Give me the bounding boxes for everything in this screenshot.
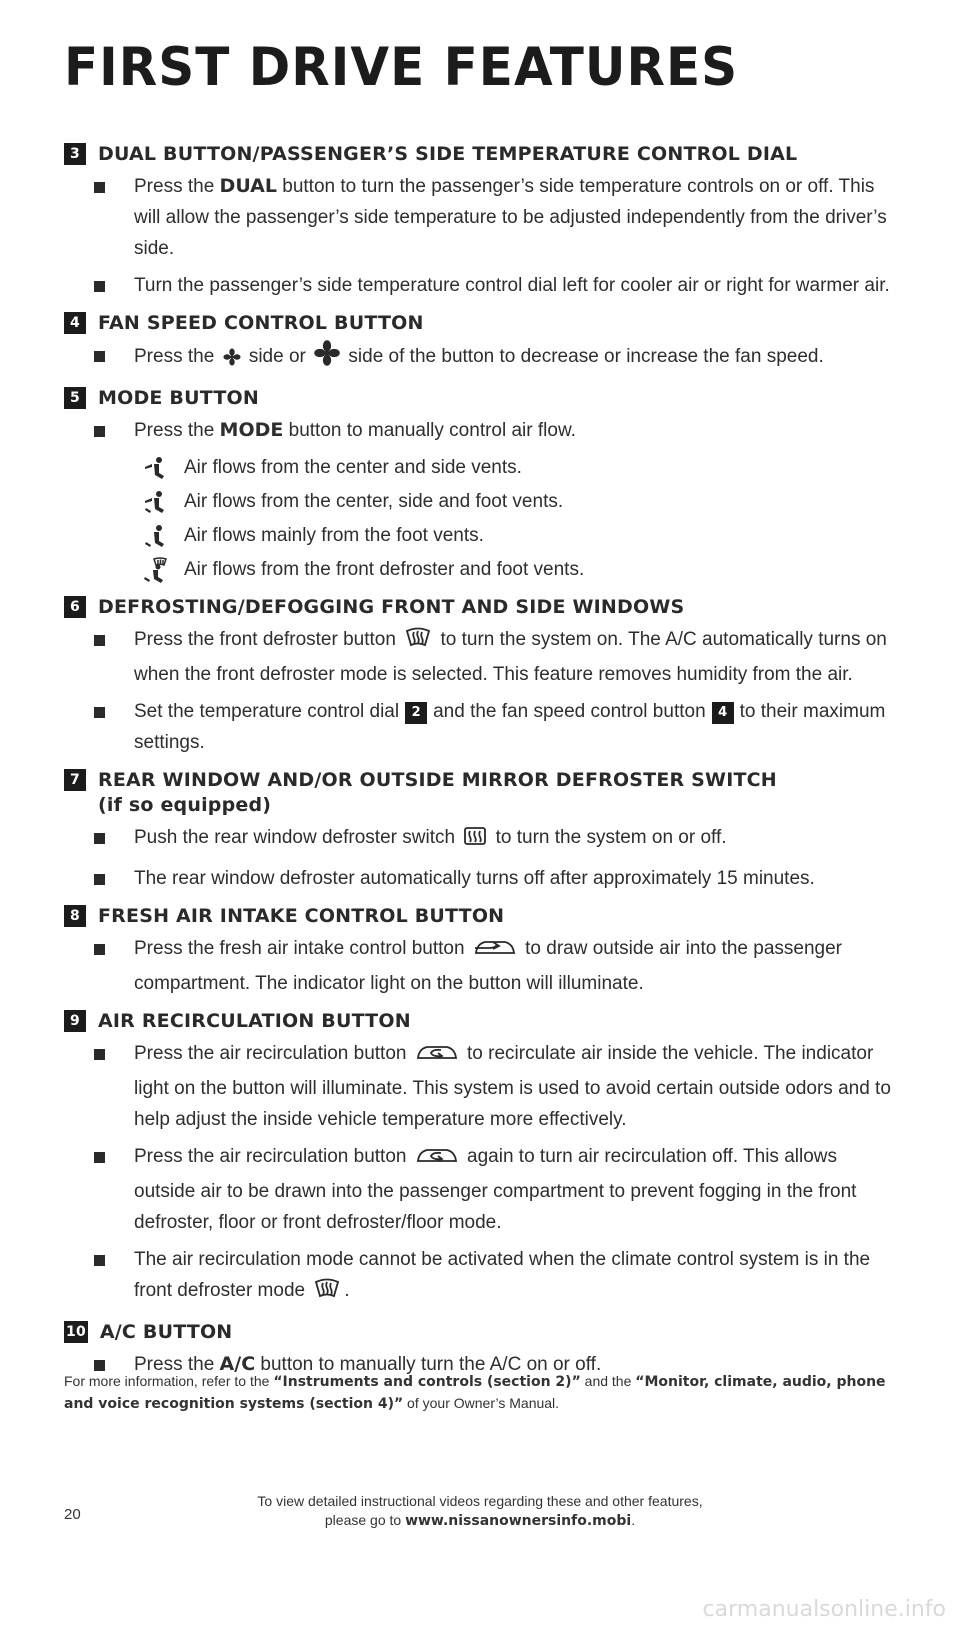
air-recirculation-icon bbox=[415, 1041, 459, 1073]
section-title: AIR RECIRCULATION BUTTON bbox=[98, 1010, 411, 1032]
section-number-badge: 3 bbox=[64, 143, 86, 165]
section-number-badge: 9 bbox=[64, 1010, 86, 1032]
front-defroster-icon bbox=[313, 1276, 341, 1310]
rear-defroster-icon bbox=[463, 825, 487, 857]
section-number-badge: 6 bbox=[64, 596, 86, 618]
section-number-badge: 7 bbox=[64, 769, 86, 791]
bullet-item: Push the rear window defroster switch to turn the system on or off. bbox=[64, 822, 900, 857]
watermark: carmanualsonline.info bbox=[702, 1597, 946, 1622]
bullet-item: The rear window defroster automatically turns off after approximately 15 minutes. bbox=[64, 863, 900, 894]
section-title: DUAL BUTTON/PASSENGER’S SIDE TEMPERATURE CONTROL DIAL bbox=[98, 143, 798, 165]
page-title: FIRST DRIVE FEATURES bbox=[64, 36, 739, 98]
fan-high-icon bbox=[314, 340, 340, 376]
section-number-badge: 10 bbox=[64, 1321, 88, 1343]
section-title: FAN SPEED CONTROL BUTTON bbox=[98, 312, 424, 334]
section-heading-ac bbox=[64, 1320, 900, 1345]
content bbox=[64, 142, 900, 1386]
section-heading-fan-speed bbox=[64, 311, 900, 336]
bullet-item: Set the temperature control dial 2 and the fan speed control button 4 to their maximum settings. bbox=[64, 696, 900, 758]
section-heading-rear-defroster bbox=[64, 768, 900, 818]
mode-row-defrost-foot: Air flows from the front defroster and foot vents. bbox=[64, 554, 900, 585]
section-number-badge: 4 bbox=[64, 312, 86, 334]
front-defroster-icon bbox=[404, 625, 432, 659]
footer-note: To view detailed instructional videos regarding these and other features, please go to www.nissanownersinfo.mobi. bbox=[257, 1493, 703, 1529]
section-title: MODE BUTTON bbox=[98, 387, 259, 409]
fan-low-icon bbox=[223, 345, 241, 376]
air-recirculation-icon bbox=[415, 1144, 459, 1176]
section-heading-mode bbox=[64, 386, 900, 411]
foot-vent-icon bbox=[140, 523, 170, 549]
bullet-item: Press the side or side of the button to decrease or increase the fan speed. bbox=[64, 340, 900, 376]
bullet-item: Press the fresh air intake control button to draw outside air into the passenger compartment. The indicator light on the button will illuminate. bbox=[64, 933, 900, 999]
footnote: For more information, refer to the “Instruments and controls (section 2)” and the “Monitor, climate, audio, phone and voice recognition systems (section 4)” of your Owner’s Manual. bbox=[64, 1373, 886, 1412]
section-title: DEFROSTING/DEFOGGING FRONT AND SIDE WINDOWS bbox=[98, 596, 685, 618]
section-number-badge: 8 bbox=[64, 905, 86, 927]
section-number-badge: 5 bbox=[64, 387, 86, 409]
section-heading-defrost bbox=[64, 595, 900, 620]
bullet-item: Turn the passenger’s side temperature control dial left for cooler air or right for warmer air. bbox=[64, 270, 900, 301]
page-number: 20 bbox=[64, 1506, 81, 1523]
fresh-air-intake-icon bbox=[473, 936, 517, 968]
bi-level-icon bbox=[140, 489, 170, 515]
section-title: A/C BUTTON bbox=[99, 1321, 233, 1343]
mode-row-face: Air flows from the center and side vents. bbox=[64, 452, 900, 483]
bullet-item: Press the A/C button to manually turn the A/C on or off. bbox=[64, 1349, 900, 1380]
ref-badge: 2 bbox=[405, 702, 427, 724]
section-heading-fresh-air bbox=[64, 904, 900, 929]
section-subtitle: (if so equipped) bbox=[98, 794, 272, 816]
bullet-item: Press the air recirculation button to recirculate air inside the vehicle. The indicator light on the button will illuminate. This system is used to avoid certain outside odors and to help adjust the inside vehicle temperature more effectively. bbox=[64, 1038, 900, 1135]
ref-badge: 4 bbox=[712, 702, 734, 724]
owners-info-link[interactable]: www.nissanownersinfo.mobi bbox=[405, 1513, 632, 1529]
section-title: FRESH AIR INTAKE CONTROL BUTTON bbox=[98, 905, 505, 927]
mode-row-foot: Air flows mainly from the foot vents. bbox=[64, 520, 900, 551]
defrost-foot-icon bbox=[140, 556, 170, 584]
bullet-item: Press the DUAL button to turn the passenger’s side temperature controls on or off. This will allow the passenger’s side temperature to be adjusted independently from the driver’s side. bbox=[64, 171, 900, 264]
bullet-item: Press the front defroster button to turn the system on. The A/C automatically turns on when the front defroster mode is selected. This feature removes humidity from the air. bbox=[64, 624, 900, 690]
face-vent-icon bbox=[140, 455, 170, 481]
mode-row-bi-level: Air flows from the center, side and foot vents. bbox=[64, 486, 900, 517]
bullet-item: Press the air recirculation button again to turn air recirculation off. This allows outside air to be drawn into the passenger compartment to prevent fogging in the front defroster, floor or front defroster/floor mode. bbox=[64, 1141, 900, 1238]
section-heading-dual bbox=[64, 142, 900, 167]
section-title: REAR WINDOW AND/OR OUTSIDE MIRROR DEFROSTER SWITCH bbox=[98, 769, 777, 791]
bullet-item: Press the MODE button to manually control air flow. bbox=[64, 415, 900, 446]
section-heading-recirculation bbox=[64, 1009, 900, 1034]
bullet-item: The air recirculation mode cannot be activated when the climate control system is in the front defroster mode . bbox=[64, 1244, 900, 1310]
